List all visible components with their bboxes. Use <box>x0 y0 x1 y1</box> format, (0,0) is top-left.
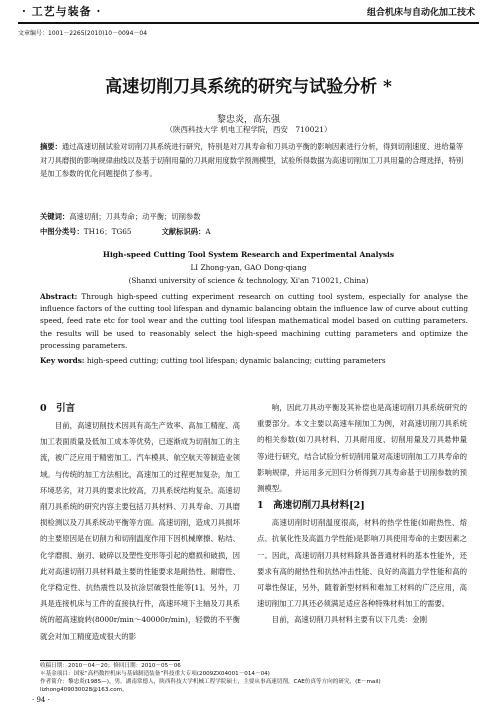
journal-name: 组合机床与自动化加工技术 <box>366 8 475 18</box>
abstract-cn-text: 通过高速切削试验对切削刀具系统进行研究，特别是对刀具寿命和刀具动平衡的影响因素进行分析，得到切削速度、进给量等对刀具磨损的影响规律曲线以及基于切削用量的刀具耐用度数学预测模型，试验所得数据为高速切削加工刀具用量的合理选择，特别是加工参数的优化问题提供了参考。 <box>40 142 464 179</box>
section-1-paragraph-1: 高速切削时切削温度很高，材料的热学性能(如耐热性、熔点、抗氧化性及高温力学性能)是影响刀具使用寿命的主要因素之一。因此，高速切削刀具材料除具备普通材料的基本性能外，还要求有高的耐热性和抗热冲击性能、良好的高温力学性能和高的可靠性保证，另外，随着新型材料和难加工材料的广泛应用，高速切削加工刀具还必须满足适应各种特殊材料加工的需要。 <box>257 518 467 609</box>
footnote-received: 收稿日期：2010－04－20；修回日期：2010－05－06 <box>40 663 181 669</box>
english-keywords <box>40 356 468 365</box>
section-header: · 工艺与装备 · <box>22 5 102 18</box>
keywords-cn <box>40 212 464 222</box>
right-column <box>257 400 467 629</box>
article-number: 文章编号：1001－2265(2010)10－0094－04 <box>18 30 148 37</box>
footnote-rule <box>40 660 180 661</box>
section-0-heading: 0 引言 <box>40 403 76 414</box>
section-1-paragraph-2: 目前，高速切削刀具材料主要有以下几类：金刚 <box>271 615 428 625</box>
english-title: High-speed Cutting Tool System Research and Experimental Analysis <box>102 250 395 259</box>
keywords-cn-label: 关键词： <box>40 212 70 221</box>
keywords-cn-text: 高速切削；刀具寿命；动平衡；切削参数 <box>69 212 201 221</box>
authors: 黎忠炎，高东强 <box>216 115 280 125</box>
english-keywords-text: high-speed cutting; cutting tool lifespan; dynamic balancing; cutting parameters <box>86 356 386 365</box>
english-abstract <box>40 291 468 352</box>
abstract-cn <box>40 140 464 181</box>
english-authors: LI Zhong-yan, GAO Dong-qiang <box>190 263 307 272</box>
clc-value: TH16；TG65 <box>83 227 132 236</box>
english-keywords-label: Key words: <box>40 356 85 365</box>
abstract-cn-label: 摘要： <box>40 142 62 151</box>
english-abstract-label: Abstract: <box>40 292 78 301</box>
paper-title: 高速切削刀具系统的研究与试验分析 * <box>105 77 392 97</box>
section-1-heading: 1 高速切削刀具材料[2] <box>257 500 365 512</box>
english-abstract-text: Through high-speed cutting experiment research on cutting tool system, especially for analyse the influence factors of the cutting tool lifespan and dynamic balancing obtain the influence law of curve about cutting speed, feed rate etc for tool wear and the cutting tool lifespan mathematical model based on cutting parameters. the results will be used to reasonably select the high-speed machining cutting parameters and optimize the processing parameters. <box>40 292 468 350</box>
footnote-fund: ＊基金项目：国家“高档数控机床与基础制造装备”科技重大专项(2009ZX04001－014－04) <box>40 671 270 677</box>
english-affiliation: (Shanxi university of science & technology, Xi'an 710021, China) <box>128 276 369 285</box>
right-column-continuation: 响，因此刀具动平衡及其补偿也是高速切削刀具系统研究的重要部分。本文主要以高速车削加工为例，对高速切削刀具系统的相关参数(如刀具材料、刀具耐用度、切削用量及刀具悬伸量等)进行研究，结合试验分析切削用量对高速切削加工刀具寿命的影响规律，并运用多元回归分析得到刀具寿命基于切削参数的预测模型。 <box>257 403 467 494</box>
doc-code-value: A <box>205 227 211 236</box>
clc-label: 中图分类号： <box>40 227 84 236</box>
left-column <box>40 400 240 645</box>
doc-code-label: 文献标识码： <box>161 227 206 236</box>
affiliation: （陕西科技大学 机电工程学院，西安 710021） <box>165 125 332 134</box>
section-0-paragraph: 目前，高速切削技术因具有高生产效率、高加工精度、高加工表面质量及低加工成本等优势，已逐渐成为切削加工的主流，被广泛应用于精密加工、汽车模具、航空航天等制造业领域。与传统的加工方法相比，高速加工的过程更加复杂，加工环境恶劣，对刀具的要求比较高，刀具系统结构复杂。高速切削刀具系统的研究内容主要包括刀具材料、刀具寿命、刀具磨损检测以及刀具系统动平衡等方面。高速切削，造成刀具损坏的主要原因是在切削力和切削温度作用下因机械摩擦、粘结、化学磨损、崩刃、破碎以及塑性变形等引起的磨损和破损，因此对高速切削刀具材料最主要的性能要求是耐热性、耐磨性、化学稳定性、抗热震性以及抗涂层破裂性能等[1]。另外，刀具是连接机床与工件的直接执行件，高速环境下主轴及刀具系统的超高速旋转(8000r/min～40000r/min)，轻微的不平衡就会对加工精度造成很大的影 <box>40 421 240 641</box>
footnote-author-info: 作者简介：黎忠炎(1985—)，男，湖南常德人，陕西科技大学机械工程学院硕士，主要从事高速切削，CAE仿真等方向的研究，(E－mail) lizhong409030028@163.com。 <box>40 679 381 693</box>
header-rule <box>18 22 479 24</box>
page-number: · 94 · <box>32 696 50 704</box>
classification <box>40 227 211 237</box>
